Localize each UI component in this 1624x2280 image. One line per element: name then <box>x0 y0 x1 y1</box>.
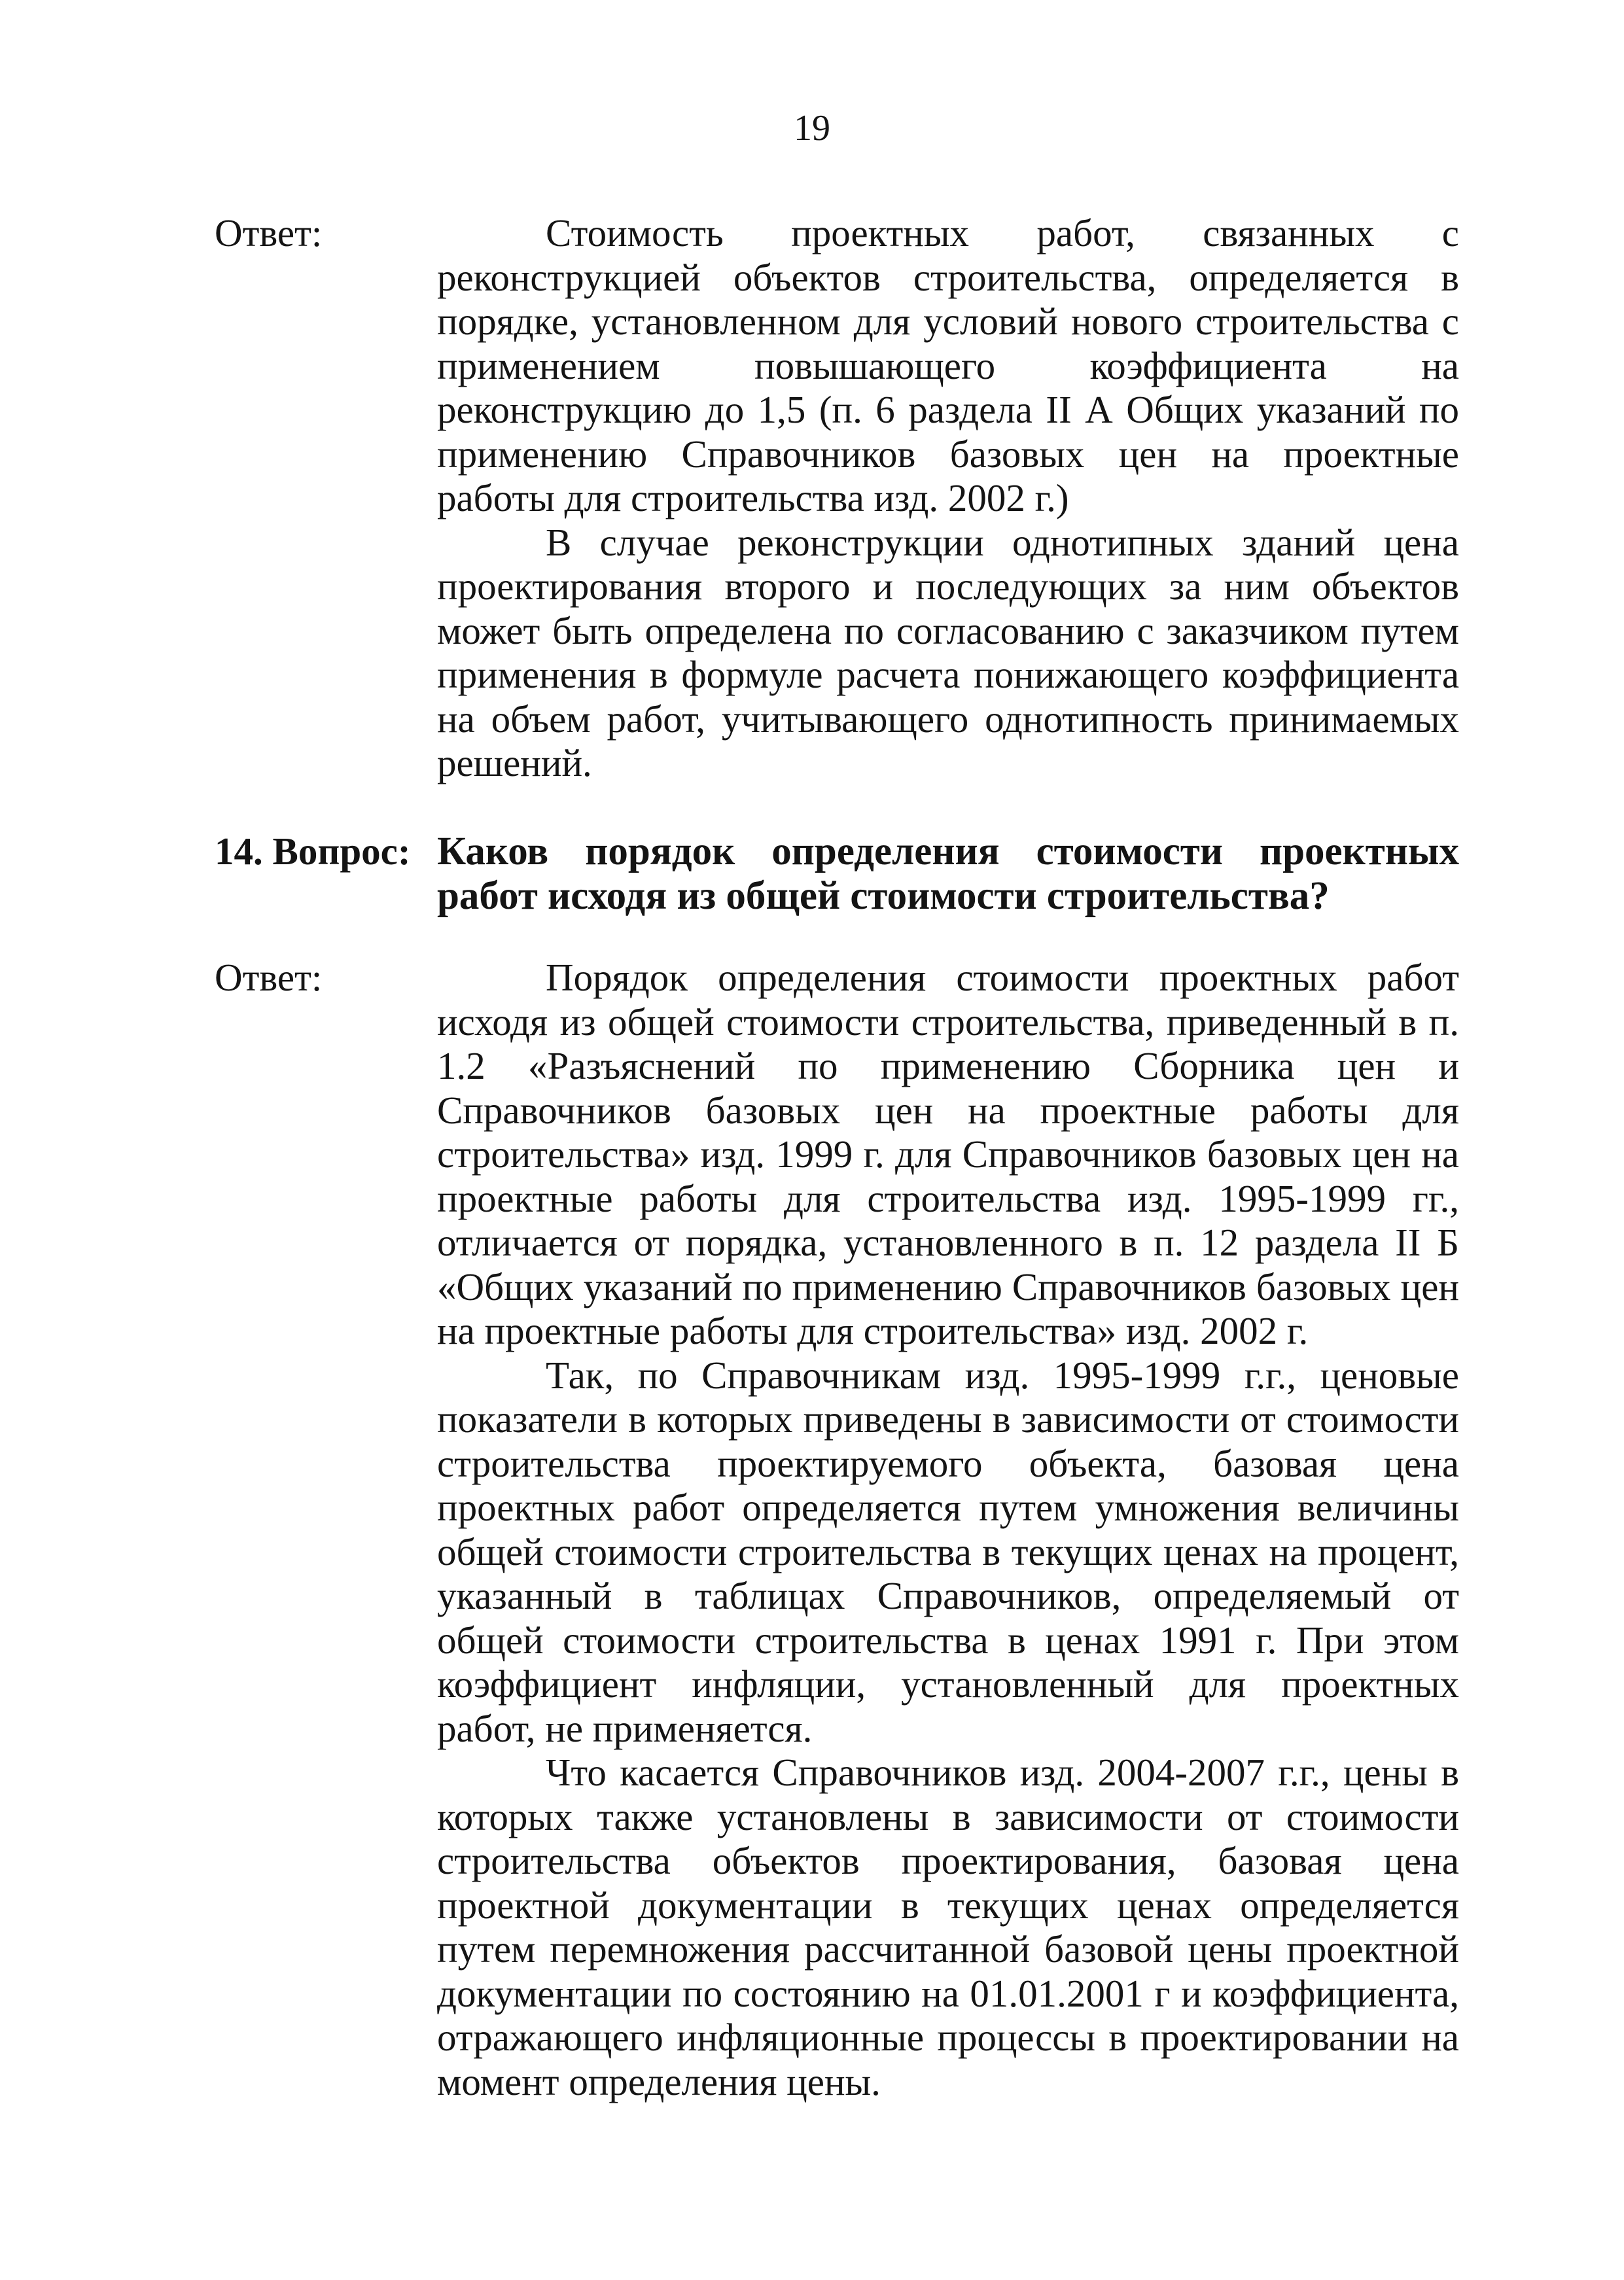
answer-2-text <box>437 956 1459 2104</box>
answer-1-text <box>437 211 1459 786</box>
answer-label: Ответ: <box>215 211 323 254</box>
page-number: 19 <box>794 108 830 149</box>
answer-2-paragraph-2: Так, по Справочникам изд. 1995-1999 г.г., ценовые показатели в которых приведены в зависимости от стоимости строительства проектируемого объекта, базовая цена проектных работ определяется путем умножения величины общей стоимости строительства в текущих ценах на процент, указанный в таблицах Справочников, определяемый от общей стоимости строительства в ценах 1991 г. При этом коэффициент инфляции, установленный для проектных работ, не применяется. <box>437 1353 1459 1750</box>
answer-1-paragraph-2: В случае реконструкции однотипных зданий цена проектирования второго и последующих за ним объектов может быть определена по согласованию с заказчиком путем применения в формуле расчета понижающего коэффициента на объем работ, учитывающего однотипность принимаемых решений. <box>437 520 1459 784</box>
answer-2-paragraph-1: Порядок определения стоимости проектных работ исходя из общей стоимости строительства, приведенный в п. 1.2 «Разъяснений по применению Сборника цен и Справочников базовых цен на проектные работы для строительства» изд. 1999 г. для Справочников базовых цен на проектные работы для строительства изд. 1995-1999 гг., отличается от порядка, установленного в п. 12 раздела II Б «Общих указаний по применению Справочников базовых цен на проектные работы для строительства» изд. 2002 г. <box>437 956 1459 1352</box>
answer-2-paragraph-3: Что касается Справочников изд. 2004-2007 г.г., цены в которых также установлены в зависимости от стоимости строительства объектов проектирования, базовая цена проектной документации в текущих ценах определяется путем перемножения рассчитанной базовой цены проектной документации по состоянию на 01.01.2001 г и коэффициента, отражающего инфляционные процессы в проектировании на момент определения цены. <box>437 1751 1459 2103</box>
answer-label: Ответ: <box>215 956 323 999</box>
question-label: 14. Вопрос: <box>215 830 411 873</box>
answer-1-paragraph-1: Стоимость проектных работ, связанных с реконструкцией объектов строительства, определяется в порядке, установленном для условий нового строительства с применением повышающего коэффициента на реконструкцию до 1,5 (п. 6 раздела II А Общих указаний по применению Справочников базовых цен на проектные работы для строительства изд. 2002 г.) <box>437 211 1459 519</box>
question-14-text: Каков порядок определения стоимости проектных работ исходя из общей стоимости строительства? <box>437 830 1459 918</box>
